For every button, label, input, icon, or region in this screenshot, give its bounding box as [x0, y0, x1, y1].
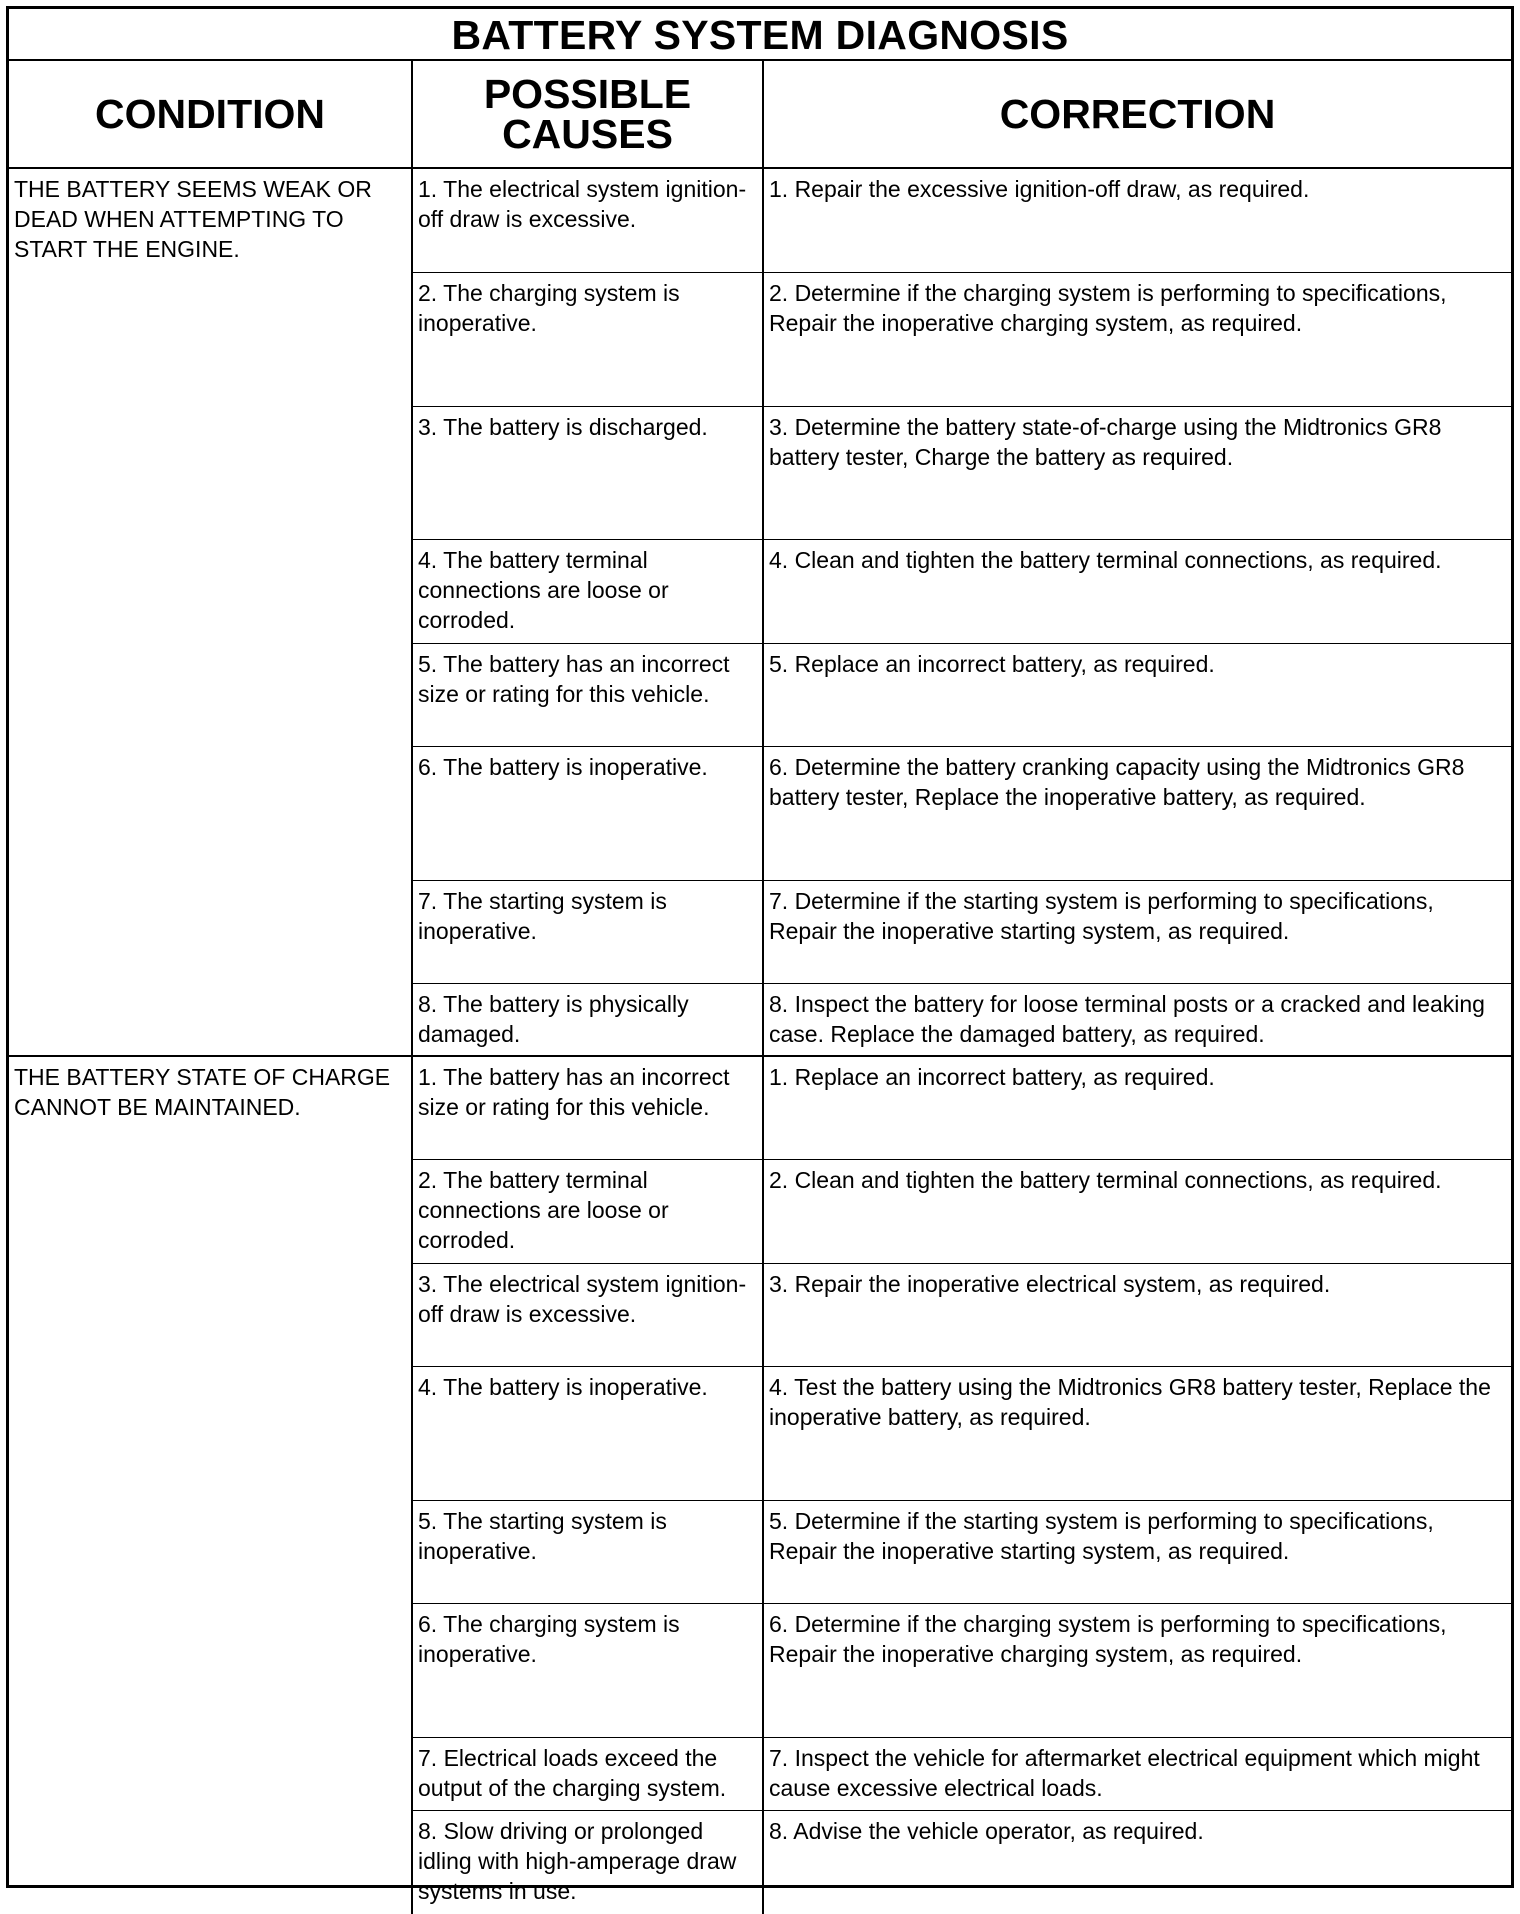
cause-cell: 5. The starting system is inoperative. [412, 1500, 763, 1603]
table-row [9, 168, 1511, 272]
cause-cell: 4. The battery terminal connections are loose or corroded. [412, 539, 763, 643]
correction-cell: 4. Clean and tighten the battery terminal connections, as required. [763, 539, 1511, 643]
diagnosis-sheet [6, 6, 1514, 1904]
cause-cell: 8. The battery is physically damaged. [412, 983, 763, 1056]
cause-cell: 4. The battery is inoperative. [412, 1366, 763, 1500]
correction-cell: 5. Determine if the starting system is performing to specifications, Repair the inoperative starting system, as required. [763, 1500, 1511, 1603]
correction-cell: 7. Determine if the starting system is performing to specifications, Repair the inoperative starting system, as required. [763, 880, 1511, 983]
header-row [9, 61, 1511, 168]
correction-cell: 2. Determine if the charging system is performing to specifications, Repair the inoperative charging system, as required. [763, 272, 1511, 406]
correction-cell: 6. Determine if the charging system is performing to specifications, Repair the inoperative charging system, as required. [763, 1603, 1511, 1737]
correction-cell: 4. Test the battery using the Midtronics GR8 battery tester, Replace the inoperative battery, as required. [763, 1366, 1511, 1500]
diagnosis-table [9, 61, 1511, 1914]
condition-cell: THE BATTERY SEEMS WEAK OR DEAD WHEN ATTEMPTING TO START THE ENGINE. [9, 168, 412, 1056]
cause-cell: 7. The starting system is inoperative. [412, 880, 763, 983]
correction-cell: 6. Determine the battery cranking capacity using the Midtronics GR8 battery tester, Replace the inoperative battery, as required. [763, 746, 1511, 880]
cause-cell: 6. The charging system is inoperative. [412, 1603, 763, 1737]
table-row [9, 1056, 1511, 1159]
header-causes-line1: POSSIBLE [483, 71, 692, 117]
cause-cell: 2. The charging system is inoperative. [412, 272, 763, 406]
condition-cell: THE BATTERY STATE OF CHARGE CANNOT BE MAINTAINED. [9, 1056, 412, 1914]
correction-cell: 1. Replace an incorrect battery, as required. [763, 1056, 1511, 1159]
header-causes-line2: CAUSES [502, 111, 673, 157]
header-correction: CORRECTION [763, 61, 1511, 168]
cause-cell: 6. The battery is inoperative. [412, 746, 763, 880]
page-title: BATTERY SYSTEM DIAGNOSIS [9, 9, 1511, 61]
correction-cell: 7. Inspect the vehicle for aftermarket electrical equipment which might cause excessive electrical loads. [763, 1737, 1511, 1810]
cause-cell: 3. The electrical system ignition-off draw is excessive. [412, 1263, 763, 1366]
cause-cell: 7. Electrical loads exceed the output of the charging system. [412, 1737, 763, 1810]
cause-cell: 1. The battery has an incorrect size or rating for this vehicle. [412, 1056, 763, 1159]
correction-cell: 5. Replace an incorrect battery, as required. [763, 643, 1511, 746]
correction-cell: 1. Repair the excessive ignition-off draw, as required. [763, 168, 1511, 272]
cause-cell: 5. The battery has an incorrect size or rating for this vehicle. [412, 643, 763, 746]
correction-cell: 2. Clean and tighten the battery terminal connections, as required. [763, 1159, 1511, 1263]
cause-cell: 1. The electrical system ignition-off draw is excessive. [412, 168, 763, 272]
correction-cell: 3. Repair the inoperative electrical system, as required. [763, 1263, 1511, 1366]
header-possible-causes [412, 61, 763, 168]
cause-cell: 3. The battery is discharged. [412, 406, 763, 539]
cause-cell: 8. Slow driving or prolonged idling with high-amperage draw systems in use. [412, 1810, 763, 1914]
correction-cell: 8. Inspect the battery for loose terminal posts or a cracked and leaking case. Replace the damaged battery, as required. [763, 983, 1511, 1056]
correction-cell: 3. Determine the battery state-of-charge using the Midtronics GR8 battery tester, Charge the battery as required. [763, 406, 1511, 539]
header-condition: CONDITION [9, 61, 412, 168]
correction-cell: 8. Advise the vehicle operator, as required. [769, 1817, 1204, 1844]
cause-cell: 2. The battery terminal connections are loose or corroded. [412, 1159, 763, 1263]
